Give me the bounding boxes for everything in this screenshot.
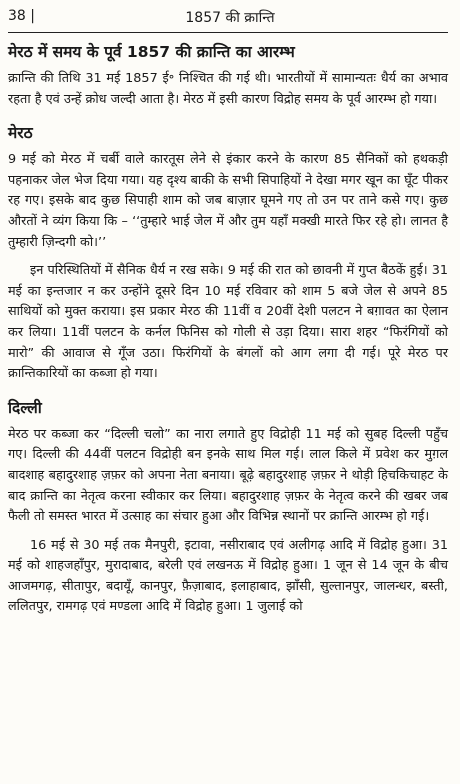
paragraph: मेरठ पर कब्जा कर “दिल्ली चलो” का नारा लगाते हुए विद्रोही 11 मई को सुबह दिल्ली पहुँच गए। दिल्ली की 44वीं पलटन विद्रोही बन इनके साथ मिल गई। लाल किले में प्रवेश कर मुग़ल बादशाह बहादुरशाह ज़फ़र को अपना नेता बनाया। बूढ़े बहादुरशाह ज़फ़र ने थोड़ी हिचकिचाहट के बाद क्रान्ति का नेतृत्व करना स्वीकार कर लिया। बहादुरशाह ज़फ़र के नेतृत्व करने की खबर जब फैली तो समस्त भारत में उत्साह का संचार हुआ और विभिन्न स्थानों पर क्रान्ति आरम्भ हो गई। [8,426,448,525]
section-heading: मेरठ में समय के पूर्व 1857 की क्रान्ति का आरम्भ [8,43,295,61]
section-heading: मेरठ [8,124,33,143]
running-title: 1857 की क्रान्ति [185,10,275,26]
section-meerut-early-start [8,41,448,110]
paragraph: 9 मई को मेरठ में चर्बी वाले कारतूस लेने से इंकार करने के कारण 85 सैनिकों को हथकड़ी पहनाकर जेल भेज दिया गया। यह दृश्य बाकी के सभी सिपाहियों ने देखा मगर खून का घूँट पीकर रह गए। इसके बाद कुछ सिपाही शाम को जब बाज़ार घूमने गए तो उन पर ताने कसे गए। कुछ औरतों ने व्यंग किया कि – ‘‘तुम्हारे भाई जेल में और तुम यहाँ मक्खी मारते फिर रहे हो। लानत है तुम्हारी ज़िन्दगी को।’’ [8,152,448,250]
section-meerut [8,122,448,385]
section-heading: दिल्ली [8,398,42,417]
running-header [8,8,448,30]
paragraph: क्रान्ति की तिथि 31 मई 1857 ई॰ निश्चित की गई थी। भारतीयों में सामान्यतः धैर्य का अभाव रहता है एवं उन्हें क्रोध जल्दी आता है। मेरठ में इसी कारण विद्रोह समय के पूर्व आरम्भ हो गया। [8,71,448,107]
paragraph: 16 मई से 30 मई तक मैनपुरी, इटावा, नसीराबाद एवं अलीगढ़ आदि में विद्रोह हुआ। 31 मई को शाहजहाँपुर, मुरादाबाद, बरेली एवं लखनऊ में विद्रोह हुआ। 1 जून से 14 जून के बीच आजमगढ़, सीतापुर, बदायूँ, कानपुर, फ़ैज़ाबाद, इलाहाबाद, झाँसी, सुल्तानपुर, जालन्धर, बस्ती, ललितपुर, रामगढ़ एवं मण्डला आदि में विद्रोह हुआ। 1 जुलाई को [8,537,448,615]
header-rule [8,32,448,33]
page-number: 38 | [8,8,35,24]
paragraph: इन परिस्थितियों में सैनिक धैर्य न रख सके। 9 मई की रात को छावनी में गुप्त बैठकें हुई। 31 मई का इन्तजार न कर उन्होंने दूसरे दिन 10 मई रविवार को शाम 5 बजे जेल से अपने 85 साथियों को मुक्त कराया। इस प्रकार मेरठ की 11वीं व 20वीं देशी पलटन ने बग़ावत का ऐलान कर लिया। 11वीं पलटन के कर्नल फिनिस को गोली से उड़ा दिया। सारा शहर “फिरंगियों को मारो” की आवाज से गूँज उठा। फिरंगियों के बंगलों को आग लगा दी गई। पूरे मेरठ पर क्रान्तिकारियों का कब्जा हो गया। [8,263,448,382]
section-delhi [8,397,448,618]
